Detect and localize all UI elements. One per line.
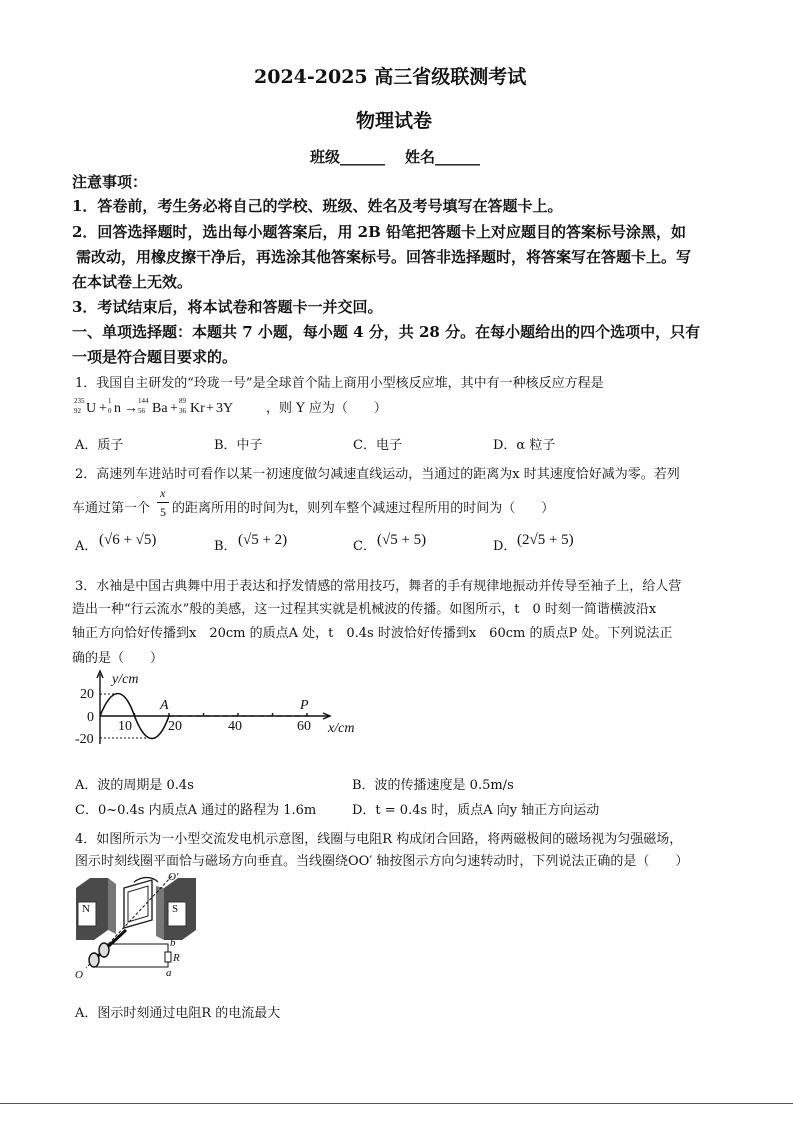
- q1-option-b[interactable]: B．中子: [214, 438, 263, 453]
- note-2-line-1: 2．回答选择题时，选出每小题答案后，用 2B 铅笔把答题卡上对应题目的答案标号涂黑，如: [72, 223, 687, 241]
- q3-line-2: 造出一种“行云流水”般的美感，这一过程其实就是机械波的传播。如图所示，t 0 时刻一简谐横波沿x: [72, 602, 657, 617]
- svg-text:U: U: [86, 401, 97, 416]
- svg-text:3Y: 3Y: [216, 401, 234, 416]
- label-r: R: [173, 952, 180, 964]
- section-1-line-1: 一、单项选择题：本题共 7 小题，每小题 4 分，共 28 分。在每小题给出的四个选项中，只有: [72, 323, 701, 341]
- q1-option-a[interactable]: A．质子: [75, 438, 124, 453]
- svg-text:56: 56: [138, 407, 145, 415]
- note-3: 3．考试结束后，将本试卷和答题卡一并交回。: [72, 298, 383, 316]
- svg-text:92: 92: [74, 407, 81, 415]
- q1-option-d[interactable]: D．α 粒子: [493, 438, 556, 453]
- class-field: 班级______: [310, 148, 386, 166]
- wire-bottom: [96, 962, 168, 967]
- q2-option-b-label[interactable]: B．: [214, 539, 237, 554]
- svg-text:235: 235: [74, 397, 85, 405]
- q4-line-1: 4．如图所示为一小型交流发电机示意图，线圈与电阻R 构成闭合回路，将两磁极间的磁场视为匀强磁场，: [75, 832, 683, 847]
- q2-option-c-label[interactable]: C．: [353, 539, 376, 554]
- graph-y20: 20: [80, 687, 94, 702]
- q3-option-d[interactable]: D．t = 0.4s 时，质点A 向y 轴正方向运动: [352, 803, 600, 818]
- label-s: S: [172, 903, 179, 915]
- q4-line-2: 图示时刻线圈平面恰与磁场方向垂直。当线圈绕OO′ 轴按图示方向匀速转动时，下列说法正确的是（ ）: [75, 854, 689, 869]
- svg-text:1: 1: [108, 397, 112, 405]
- section-1-line-2: 一项是符合题目要求的。: [72, 348, 238, 366]
- svg-text:89: 89: [179, 397, 186, 405]
- svg-text:+: +: [206, 401, 214, 416]
- wire-top: [106, 944, 168, 952]
- q3-line-4: 确的是（ ）: [72, 651, 164, 666]
- nuclear-equation-graphic: [74, 394, 274, 418]
- notes-heading: 注意事项：: [72, 173, 148, 191]
- label-a: a: [166, 967, 172, 979]
- q2-option-c-expr[interactable]: (√5 + 5): [377, 532, 427, 548]
- q2-fraction-bar: [157, 502, 169, 503]
- q3-line-1: 3．水袖是中国古典舞中用于表达和抒发情感的常用技巧，舞者的手有规律地振动并传导至袖子上，给人营: [75, 579, 682, 594]
- subject-title: 物理试卷: [356, 110, 433, 132]
- graph-ylabel: y/cm: [112, 672, 139, 687]
- svg-text:Ba: Ba: [152, 401, 168, 416]
- q3-option-a[interactable]: A．波的周期是 0.4s: [75, 778, 194, 793]
- graph-x40: 40: [228, 719, 242, 734]
- page-bottom-rule: [0, 1103, 793, 1104]
- svg-text:0: 0: [108, 407, 112, 415]
- q1-equation: [74, 394, 274, 416]
- svg-text:+: +: [170, 401, 178, 416]
- q2-fraction-den: 5: [160, 505, 166, 519]
- q2-fraction-num: x: [160, 486, 166, 500]
- svg-text:Kr: Kr: [190, 401, 205, 416]
- exam-title: 2024-2025 高三省级联测考试: [254, 66, 527, 88]
- note-1: 1．答卷前，考生务必将自己的学校、班级、姓名及考号填写在答题卡上。: [72, 197, 563, 215]
- svg-text:144: 144: [138, 397, 149, 405]
- q1-option-c[interactable]: C．电子: [353, 438, 402, 453]
- svg-text:36: 36: [179, 407, 186, 415]
- resistor: [165, 952, 171, 962]
- slip-ring-2: [89, 953, 99, 967]
- q2-option-a-label[interactable]: A．: [75, 539, 98, 554]
- graph-x60: 60: [297, 719, 311, 734]
- label-o: O: [75, 969, 83, 980]
- q4-generator-figure: [72, 868, 207, 980]
- q3-line-3: 轴正方向恰好传播到x 20cm 的质点A 处，t 0.4s 时波恰好传播到x 60cm 的质点P 处。下列说法正: [72, 626, 673, 641]
- slip-ring-1: [99, 943, 109, 957]
- q2-option-b-expr[interactable]: (√5 + 2): [238, 532, 288, 548]
- note-2-line-2: 需改动，用橡皮擦干净后，再选涂其他答案标号。回答非选择题时，将答案写在答题卡上。写: [76, 248, 692, 266]
- coil-inner: [128, 886, 148, 922]
- q3-option-b[interactable]: B．波的传播速度是 0.5m/s: [352, 778, 514, 793]
- svg-text:n: n: [114, 401, 121, 416]
- label-b: b: [170, 937, 176, 949]
- q2-line-2b: 的距离所用的时间为t，则列车整个减速过程所用的时间为（ ）: [172, 501, 555, 516]
- q2-line-2a: 车通过第一个: [72, 501, 151, 516]
- q3-option-c[interactable]: C．0~0.4s 内质点A 通过的路程为 1.6m: [75, 803, 317, 818]
- q2-line-1: 2．高速列车进站时可看作以某一初速度做匀减速直线运动，当通过的距离为x 时其速度恰好减为零。若列: [75, 467, 680, 482]
- note-2-line-3: 在本试卷上无效。: [72, 273, 193, 291]
- graph-x20: 20: [168, 719, 182, 734]
- magnet-n-side: [108, 878, 116, 934]
- q2-option-d-expr[interactable]: (2√5 + 5): [517, 532, 574, 548]
- label-o-prime: O′: [168, 871, 179, 883]
- graph-y0: 0: [87, 710, 94, 725]
- svg-text:+: +: [99, 401, 107, 416]
- q4-option-a[interactable]: A．图示时刻通过电阻R 的电流最大: [75, 1006, 281, 1021]
- q1-line-2-tail: ，则 Y 应为（ ）: [266, 401, 387, 416]
- q2-option-a-expr[interactable]: (√6 + √5): [99, 532, 157, 548]
- magnet-s-side: [156, 886, 164, 940]
- graph-xlabel: x/cm: [328, 721, 355, 736]
- graph-ym20: -20: [75, 732, 94, 747]
- label-n: N: [82, 903, 90, 915]
- name-field: 姓名______: [405, 148, 481, 166]
- q3-wave-graph: [72, 666, 372, 750]
- graph-x10: 10: [118, 719, 132, 734]
- q2-option-d-label[interactable]: D．: [493, 539, 517, 554]
- graph-label-a: A: [160, 698, 169, 713]
- graph-label-p: P: [300, 698, 309, 713]
- svg-text:→: →: [124, 401, 138, 416]
- q1-line-1: 1．我国自主研发的“玲珑一号”是全球首个陆上商用小型核反应堆，其中有一种核反应方程是: [75, 376, 604, 391]
